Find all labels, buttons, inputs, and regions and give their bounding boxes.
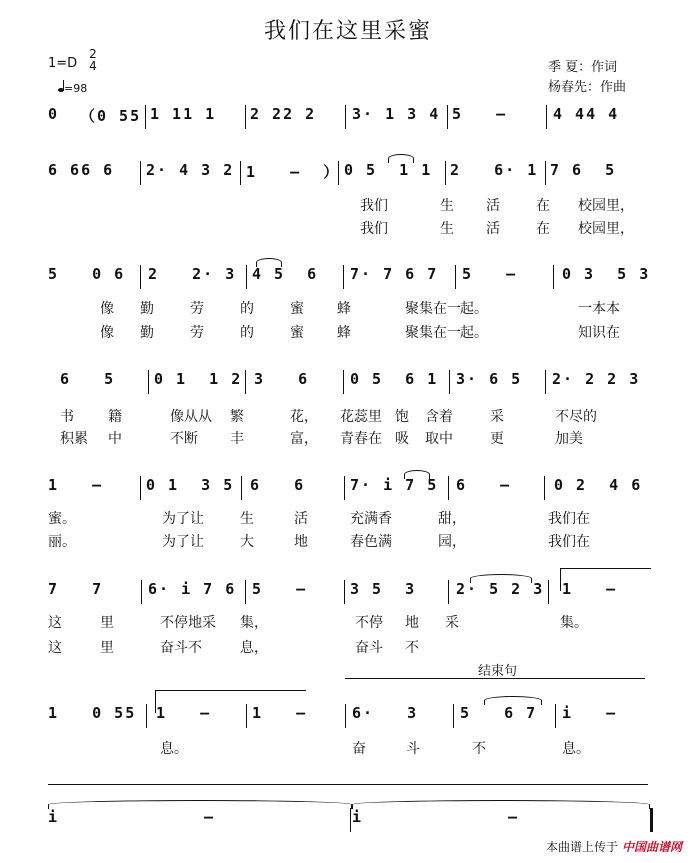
lyric-word: 加美: [555, 431, 583, 447]
lyric-word: 奋斗: [355, 640, 383, 656]
bar-line: [455, 265, 456, 289]
notation-measure: 0 2 4 6: [554, 476, 643, 494]
bar-line: [344, 580, 345, 604]
lyric-word: 生: [440, 198, 454, 214]
bar-line: [140, 265, 141, 289]
lyric-line-2: [0, 218, 696, 236]
bar-line: [245, 370, 246, 394]
notation-measure: 7· 7 6 7: [350, 265, 439, 283]
lyric-word: 采: [490, 409, 504, 425]
lyric-word: 园，: [438, 534, 466, 550]
notation-measure: 1 – ）: [246, 163, 341, 181]
lyric-word: 息。: [160, 741, 188, 757]
lyric-word: 这: [48, 640, 62, 656]
site-logo: 中国曲谱网: [621, 840, 682, 854]
music-row-4: [0, 370, 696, 394]
lyric-line-1: [0, 612, 696, 630]
lyric-word: 充满香: [350, 511, 392, 527]
lyric-word: 里: [100, 615, 114, 631]
bar-line: [245, 105, 246, 129]
lyric-word: 蜂: [337, 325, 351, 341]
notation-measure: 7 6 5: [550, 161, 617, 179]
lyric-word: 繁: [230, 409, 244, 425]
lyric-word: 活: [486, 198, 500, 214]
slur: [256, 258, 282, 267]
lyric-word: 集，: [240, 615, 268, 631]
bar-line: [344, 476, 345, 500]
lyric-word: 含着: [425, 409, 453, 425]
notation-measure: 6· 3: [352, 704, 419, 722]
bar-line: [448, 580, 449, 604]
lyric-word: 吸: [395, 431, 409, 447]
lyric-word: 花，: [290, 409, 318, 425]
bar-line: [448, 476, 449, 500]
slur: [484, 696, 542, 705]
lyric-word: 勤: [140, 325, 154, 341]
bar-line: [145, 105, 146, 129]
tempo-marking: [58, 80, 87, 95]
bar-line: [650, 808, 653, 832]
notation-measure: 0 5 1 1: [344, 161, 433, 179]
lyric-word: 书: [60, 409, 74, 425]
lyric-word: 校园里，: [578, 198, 634, 214]
notation-measure: –: [204, 808, 216, 826]
lyric-word: 息。: [562, 741, 590, 757]
lyric-word: 更: [490, 431, 504, 447]
bar-line: [140, 476, 141, 500]
lyric-word: 籍: [108, 409, 122, 425]
bar-line: [447, 105, 448, 129]
bar-line: [545, 161, 546, 185]
slur: [388, 154, 414, 163]
lyric-line-2: [0, 322, 696, 340]
notation-measure: 5 –: [252, 580, 308, 598]
lyric-word: 奋斗不: [160, 640, 202, 656]
notation-measure: 0 5 6 1: [350, 370, 439, 388]
notation-measure: 4 44 4: [553, 105, 620, 123]
music-row-3: [0, 265, 696, 289]
bar-line: [146, 704, 147, 728]
lyric-word: 丰: [230, 431, 244, 447]
lyric-line-1: [0, 195, 696, 213]
lyric-word: 起。: [460, 301, 488, 317]
lyric-word: 不停地采: [160, 615, 216, 631]
notation-measure: 1 0 55: [48, 704, 137, 722]
lyric-word: 活: [294, 511, 308, 527]
bar-line: [555, 704, 556, 728]
notation-measure: 6 –: [456, 476, 512, 494]
volta-bracket: [560, 568, 651, 591]
bar-line: [449, 370, 450, 394]
notation-measure: 2 2· 3: [148, 265, 237, 283]
bar-line: [240, 161, 241, 185]
lyric-word: 斗: [406, 741, 420, 757]
lyricist-credit: 季 夏：作词: [548, 60, 618, 75]
notation-measure: 1 11 1: [150, 105, 217, 123]
lyric-word: 富，: [290, 431, 318, 447]
bar-line: [245, 580, 246, 604]
music-row-7: [0, 704, 696, 728]
bar-line: [546, 105, 547, 129]
notation-measure: 5 6 7: [460, 704, 538, 722]
notation-measure: i: [48, 808, 60, 826]
notation-measure: 2· 4 3 2: [146, 161, 235, 179]
lyric-line-1: [0, 406, 696, 424]
notation-measure: 2 6· 1: [450, 161, 539, 179]
lyric-word: 中: [108, 431, 122, 447]
lyric-line-2: [0, 637, 696, 655]
notation-measure: 2· 2 2 3: [552, 370, 641, 388]
footer: [546, 838, 682, 855]
notation-measure: 6· i 7 6: [148, 580, 237, 598]
time-signature: [88, 48, 98, 72]
lyric-word: 的: [240, 325, 254, 341]
notation-measure: i: [352, 808, 364, 826]
lyric-word: 我们: [360, 221, 388, 237]
lyric-line-2: [0, 531, 696, 549]
notation-measure: i –: [562, 704, 618, 722]
lyric-word: 在: [536, 221, 550, 237]
lyric-word: 聚集在一: [405, 301, 461, 317]
lyric-word: 不: [405, 640, 419, 656]
notation-measure: 3 6: [254, 370, 310, 388]
slur: [48, 800, 352, 809]
lyric-word: 在: [536, 198, 550, 214]
lyric-word: 校园里，: [578, 221, 634, 237]
bar-line: [141, 580, 142, 604]
bar-line: [553, 265, 554, 289]
bar-line: [343, 265, 344, 289]
notation-measure: 5 0 6: [48, 265, 126, 283]
bar-line: [345, 105, 346, 129]
lyric-word: 知识在: [578, 325, 620, 341]
lyric-word: 不停: [355, 615, 383, 631]
notation-measure: 7 7: [48, 580, 104, 598]
bar-line: [241, 476, 242, 500]
notation-measure: 0 1 1 2: [154, 370, 243, 388]
lyric-word: 奋: [352, 741, 366, 757]
notation-measure: 0 1 3 5: [146, 476, 235, 494]
slur: [404, 470, 430, 479]
notation-measure: 6 6: [250, 476, 306, 494]
lyric-word: 青春在: [340, 431, 382, 447]
notation-measure: 0: [48, 105, 60, 123]
bar-line: [350, 808, 351, 832]
bar-line: [140, 161, 141, 185]
lyric-word: 为了让: [162, 511, 204, 527]
notation-measure: （0 55: [80, 107, 142, 125]
lyric-word: 丽。: [48, 534, 76, 550]
lyric-word: 蜜: [290, 325, 304, 341]
ending-label: 结束句: [478, 664, 518, 679]
lyric-word: 生: [240, 511, 254, 527]
notation-measure: 1 –: [48, 476, 104, 494]
lyric-line-1: [0, 738, 696, 756]
lyric-word: 甜，: [438, 511, 466, 527]
time-signature-top: 2: [89, 47, 97, 61]
lyric-word: 我们: [360, 198, 388, 214]
notation-measure: –: [508, 808, 520, 826]
lyric-line-1: [0, 298, 696, 316]
lyric-word: 聚集在一: [405, 325, 461, 341]
lyric-word: 勤: [140, 301, 154, 317]
notation-measure: 1 –: [252, 704, 308, 722]
notation-measure: 7· i 7 5: [350, 476, 439, 494]
lyric-word: 的: [240, 301, 254, 317]
lyric-word: 里: [100, 640, 114, 656]
lyric-word: 春色满: [350, 534, 392, 550]
volta-bracket: [155, 690, 306, 713]
slur: [352, 800, 650, 809]
time-signature-bottom: 4: [89, 59, 97, 73]
bar-line: [544, 476, 545, 500]
lyric-word: 像从从: [170, 409, 212, 425]
lyric-word: 我们在: [548, 534, 590, 550]
music-row-2: [0, 161, 696, 185]
bar-line: [148, 370, 149, 394]
lyric-word: 地: [405, 615, 419, 631]
notation-measure: 2 22 2: [250, 105, 317, 123]
lyric-word: 劳: [190, 301, 204, 317]
notation-measure: 6 5: [60, 370, 116, 388]
lyric-word: 饱: [395, 409, 409, 425]
notation-measure: 3 5 3: [350, 580, 417, 598]
quarter-note-icon: [58, 80, 64, 92]
lyric-word: 地: [294, 534, 308, 550]
bar-line: [548, 580, 549, 604]
lyric-word: 一本本: [578, 301, 620, 317]
lyric-word: 采: [445, 615, 459, 631]
key-signature: 1=D: [48, 56, 78, 71]
lyric-word: 积累: [60, 431, 88, 447]
bar-line: [545, 370, 546, 394]
notation-measure: 3· 1 3 4: [352, 105, 441, 123]
lyric-line-2: [0, 428, 696, 446]
notation-measure: 5 –: [452, 105, 508, 123]
composer-credit: 杨春先：作曲: [548, 80, 627, 95]
lyric-word: 劳: [190, 325, 204, 341]
notation-measure: 6 66 6: [48, 161, 115, 179]
lyric-word: 不尽的: [555, 409, 597, 425]
lyric-word: 像: [100, 301, 114, 317]
lyric-word: 蜜。: [48, 511, 76, 527]
lyric-word: 生: [440, 221, 454, 237]
music-row-8: [0, 808, 696, 832]
notation-measure: 1 –: [562, 580, 618, 598]
bar-line: [343, 370, 344, 394]
footer-text: 本曲谱上传于: [545, 840, 618, 854]
bar-line: [246, 265, 247, 289]
slur: [470, 574, 532, 583]
bar-line: [453, 704, 454, 728]
lyric-word: 蜜: [290, 301, 304, 317]
lyric-word: 为了让: [162, 534, 204, 550]
bar-line: [345, 704, 346, 728]
ending-bracket-line: [48, 784, 648, 785]
lyric-word: 像: [100, 325, 114, 341]
notation-measure: 0 3 5 3: [562, 265, 651, 283]
music-row-1: [0, 105, 696, 129]
lyric-word: 大: [240, 534, 254, 550]
lyric-line-1: [0, 508, 696, 526]
lyric-word: 活: [486, 221, 500, 237]
lyric-word: 集。: [560, 615, 588, 631]
lyric-word: 这: [48, 615, 62, 631]
lyric-word: 花蕊里: [340, 409, 382, 425]
tempo-value: =98: [64, 82, 88, 95]
lyric-word: 不断: [170, 431, 198, 447]
lyric-word: 蜂: [337, 301, 351, 317]
lyric-word: 不: [472, 741, 486, 757]
notation-measure: 4 5 6: [252, 265, 319, 283]
lyric-word: 我们在: [548, 511, 590, 527]
notation-measure: 1 –: [156, 704, 212, 722]
lyric-word: 取中: [425, 431, 453, 447]
lyric-word: 起。: [460, 325, 488, 341]
music-row-5: [0, 476, 696, 500]
lyric-word: 息，: [240, 640, 268, 656]
notation-measure: 5 –: [462, 265, 518, 283]
song-title: 我们在这里采蜜: [263, 19, 432, 44]
notation-measure: 2· 5 2 3: [456, 580, 545, 598]
bar-line: [445, 161, 446, 185]
notation-measure: 3· 6 5: [456, 370, 523, 388]
